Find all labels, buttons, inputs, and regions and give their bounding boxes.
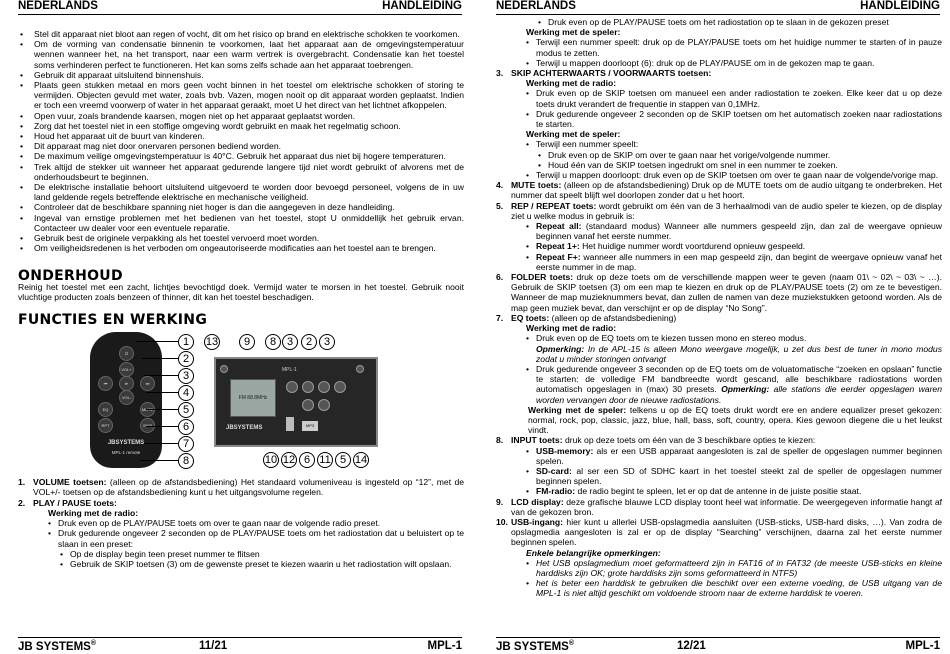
item-6: 6. FOLDER toets: druk op deze toets om de verschillende mappen weer te geven (naam 01\ ~ 02\ ~ 03\ ~ …). Gebruik de SKIP toetsen (3) om een map te kiezen en druk op de PLAY/PAUSE toets (2) om ze te bevestigen. Wanneer de map muzieknummers bevat, dan zullen de namen van deze muziekstukken getoond worden. Als de map geen muziek bevat, dan verschijnt er op de display “No Song”. (496, 272, 942, 313)
device-button (334, 381, 346, 393)
onderhoud-text: Reinig het toestel met een zacht, lichtjes bevochtigd doek. Vermijd water te morsen in het toestel. Gebruik nooit vluchtige producten zoals benzeen of thinner, dit kan het toestel beschadigen. (18, 281, 464, 302)
remote-button-prev: ⏮ (98, 376, 113, 391)
remote-button-next: ⏭ (140, 376, 155, 391)
footer-brand: JB SYSTEMS® (496, 640, 575, 653)
remote-brand: JBSYSTEMS (107, 440, 145, 447)
safety-bullet: • Plaats geen stukken metaal en mors geen vocht binnen in het toestel om elektrische schokken of storing te vermijden. Objecten gevuld met water, zoals bvb. Vazen, mogen nooit op dit apparaat worden geplaatst. Indien er toch een vreemd voorwerp of water in het apparaat geraakt, moet U het direct van het lichtnet afkoppelen. (18, 80, 464, 111)
item7-radio-bullet: • Druk gedurende ongeveer 3 seconden op de EQ toets om de voluatomatische “zoeken en opslaan” functie te starten: de volledige FM bandbreedte wordt gescand, alle beschikbare radiostations worden automatisch opgeslagen in (max) 30 presets. Opmerking: alle stations die eerder opgeslagen waren worden vervangen door de nieuwe radiostations. (526, 364, 942, 405)
item3-speler-bullets2 (496, 170, 942, 180)
footer-rule (18, 637, 462, 638)
item3-radio-bullet: • Druk even op de SKIP toetsen om manueel een ander radiostation te zoeken. Elke keer dat u op deze toets drukt verandert de frequentie in stappen van 0,1MHz. (526, 88, 942, 108)
callout-13: 13 (205, 336, 219, 349)
input-sd: • SD-card: al ser een SD of SDHC kaart in het toestel steekt zal de speller de opgeslagen nummer beginnen spelen. (526, 466, 942, 486)
items-9-10 (496, 497, 942, 548)
callout-8: 8 (265, 334, 281, 350)
device-lcd: FM 88.8MHz (230, 379, 276, 417)
remote-button-rpt: RPT (98, 418, 113, 433)
device-brand: JBSYSTEMS (226, 425, 263, 432)
page-footer (18, 640, 462, 653)
safety-bullet: • Stel dit apparaat niet bloot aan regen of vocht, dit om het risico op brand en elektrische schokken te voorkomen. (18, 29, 464, 39)
item-5: 5. REP / REPEAT toets: wordt gebruikt om één van de 3 herhaalmodi van de audio speler te kiezen, op de display ziet u welke modus in gebruik is: (496, 200, 942, 221)
item-10: 10. USB-ingang: hier kunt u allerlei USB-opslagmedia aansluiten (USB-sticks, USB-hard disks, …). Van zodra de opslagmedia aangesloten is zal er op de display “Searching” verschijnen, daarna zal het eerste nummer beginnen spelen. (496, 516, 942, 548)
safety-bullet: • Om veiligheidsredenen is het verboden om ongeautoriseerde modificaties aan het toestel aan te brengen. (18, 243, 464, 253)
safety-list (18, 29, 464, 253)
left-page (0, 0, 472, 654)
radio-bullets (18, 518, 464, 549)
safety-bullet: • Houd het apparaat uit de buurt van kinderen. (18, 131, 464, 141)
remote-button-power: ⏻ (119, 346, 134, 361)
callout-1: 1 (178, 334, 194, 350)
cont-sub-bullet: • Druk even op de PLAY/PAUSE toets om het radiostation op te slaan in de gekozen preset (538, 17, 942, 27)
remote-button-skip: SKIP (140, 418, 155, 433)
leader-line (144, 443, 178, 444)
callout-6: 6 (178, 419, 194, 435)
safety-bullet: • Controleer dat de beschikbare spanning niet hoger is dan die aangegeven in deze handleiding. (18, 202, 464, 212)
right-page (478, 0, 950, 654)
product-figure (18, 331, 464, 471)
speler-heading: Werking met de speler: (526, 27, 621, 38)
repeat-f: • Repeat F+: wanneer alle nummers in een map gespeeld zijn, dan begint de weergave opnieuw vanaf het eerste nummer in de map. (526, 252, 942, 272)
callout-12: 12 (282, 454, 296, 467)
remote-button-vol-plus: VOL+ (119, 362, 134, 377)
speler-bullet: • Terwijl u mappen doorloopt (6): druk op de PLAY/PAUSE om in de gekozen map te gaan. (526, 58, 942, 68)
left-body (18, 29, 464, 569)
safety-bullet: • Gebruik dit apparaat uitsluitend binnenshuis. (18, 70, 464, 80)
callout-4: 4 (178, 385, 194, 401)
remote-button-mute: MUTE (140, 402, 155, 417)
item10-heading: Enkele belangrijke opmerkingen: (526, 547, 661, 558)
remote-button-play: ⏯ (119, 376, 134, 391)
device-button (286, 381, 298, 393)
device-screw (356, 365, 364, 373)
footer-page-number: 11/21 (199, 640, 228, 652)
device-screw (220, 365, 228, 373)
callout-14: 14 (354, 454, 368, 467)
item-1: 1. VOLUME toetsen: (alleen op de afstandsbediening) Het standaard volumeniveau is ingesteld op “12”, met de VOL+/- toetsen op de afstandsbediening kunt u het uitgangsvolume regelen. (18, 477, 465, 498)
device-sd-slot: MP3 (302, 421, 318, 431)
item10-bullet: • Het USB opslagmedium moet geformatteerd zijn in FAT16 of in FAT32 (de meeste USB-sticks en kleine harddisks zijn OK; grote harddisks zijn soms geformatteerd in NTFS) (526, 558, 942, 578)
item7-radio-bullets (496, 333, 942, 343)
header-doc-title: HANDLEIDING (382, 0, 462, 12)
safety-bullet: • Om de vorming van condensatie binnenin te voorkomen, laat het apparaat aan de omgevingstemperatuur wennen wanneer het, na het transport, naar een warm vertrek is overgebracht. Condensatie kan het toestel soms verhinderen perfect te functioneren. Het kan soms zelfs schade aan het apparaat toebrengen. (18, 39, 464, 70)
leader-line (144, 375, 178, 376)
item3-speler-bullet: • Terwijl een nummer speelt: (526, 139, 942, 149)
item-9: 9. LCD display: deze grafische blauwe LCD display toont heel wat informatie. De weergegeven informatie hangt af van de gekozen bron. (496, 496, 943, 517)
callout-2: 2 (178, 351, 194, 367)
item-4: 4. MUTE toets: (alleen op de afstandsbediening) Druk op de MUTE toets om de audio uitgang te onderbreken. Het nummer dat speelt blijft wel doorlopen zonder dat u het hoort. (496, 180, 942, 201)
item-2: 2. PLAY / PAUSE toets: (18, 497, 117, 508)
radio-heading: Werking met de radio: (48, 507, 139, 518)
item3-radio-bullet: • Druk gedurende ongeveer 2 seconden op de SKIP toetsen om het automatisch zoeken naar radiostations te starten. (526, 109, 942, 129)
device-button (318, 381, 330, 393)
items-6-7 (496, 272, 942, 323)
callout-5: 5 (178, 402, 194, 418)
callout-8: 8 (178, 453, 194, 469)
remote-button-vol-minus: VOL- (119, 390, 134, 405)
callout-9: 9 (239, 334, 255, 350)
page-footer (496, 640, 940, 653)
item7-radio-bullet: • Druk even op de EQ toets om te kiezen tussen mono en stereo modus. (526, 333, 942, 343)
item3-radio-heading: Werking met de radio: (526, 78, 617, 89)
callout-2: 2 (301, 334, 317, 350)
item5-bullets (496, 221, 942, 272)
item-8: 8. INPUT toets: druk op deze toets om één van de 3 beschikbare opties te kiezen: (496, 435, 816, 446)
remote-model: MPL-1 remote (111, 450, 141, 456)
item10-bullet: • het is beter een harddisk te gebruiken die beschikt over een externe voeding, de USB uitgang van de MPL-1 is niet altijd geschikt om voldoende stroom naar de externe harddisk te voeren. (526, 578, 942, 598)
item3-speler-sub-bullet: • Houd één van de SKIP toetsen ingedrukt om snel in een nummer te zoeken. (538, 160, 942, 170)
callout-6: 6 (299, 452, 315, 468)
device-usb-port (286, 417, 294, 431)
footer-model: MPL-1 (427, 640, 462, 652)
radio-sub-bullets (18, 549, 464, 569)
callout-3: 3 (282, 334, 298, 350)
callout-3: 3 (319, 334, 335, 350)
safety-bullet: • Gebruik best de originele verpakking als het toestel vervoerd moet worden. (18, 233, 464, 243)
footer-page-number: 12/21 (677, 640, 706, 652)
header-rule (18, 14, 462, 15)
item7-note: Opmerking: In de APL-15 is alleen Mono weergave mogelijk, u zet dus best de tuner in mono modus zodat u minder storingen ontvangt (536, 343, 942, 364)
repeat-all: • Repeat all: (standaard modus) Wanneer alle nummers gespeeld zijn, dan zal de weergave opnieuw beginnen vanaf het eerste nummer. (526, 221, 942, 241)
radio-sub-bullet: • Op de display begin teen preset nummer te flitsen (60, 549, 464, 559)
repeat-1: • Repeat 1+: Het huidige nummer wordt voortdurend opnieuw gespeeld. (526, 241, 942, 251)
footer-rule (496, 637, 940, 638)
item7-speler: Werking met de speler: telkens u op de EQ toets drukt wordt ere en andere equalizer preset gekozen: normal, rock, pop, classic, jazz, blue, hall, bass, soft, country, opera. Kies gewoon diegene die u het leukst vindt. (528, 404, 942, 436)
header-language: NEDERLANDS (18, 0, 98, 12)
leader-line (136, 341, 178, 342)
leader-line (146, 409, 178, 410)
item8-bullets (496, 446, 942, 497)
cont-sub-bullets (496, 17, 942, 27)
device-model: MPL-1 (282, 367, 297, 374)
radio-bullet: • Druk even op de PLAY/PAUSE toets om over te gaan naar de volgende radio preset. (48, 518, 464, 528)
header-rule (496, 14, 940, 15)
remote-control-image (90, 332, 162, 468)
remote-button-eq: EQ (98, 402, 113, 417)
radio-sub-bullet: • Gebruik de SKIP toetsen (3) om de gewenste preset te kiezen waarin u het radiostation wilt opslaan. (60, 559, 464, 569)
input-usb: • USB-memory: als er een USB apparaat aangesloten is zal de speller de opgeslagen nummer beginnen spelen. (526, 446, 942, 466)
safety-bullet: • De elektrische installatie behoort uitsluitend uitgevoerd te worden door bevoegd personeel, volgens de in uw land geldende regels betreffende elektrische en mechanische veiligheid. (18, 182, 464, 202)
leader-line (146, 426, 178, 427)
callout-7: 7 (178, 436, 194, 452)
items-list-left (18, 477, 464, 508)
items-4-6 (496, 180, 942, 221)
item-7: 7. EQ toets: (alleen op de afstandsbediening) (496, 312, 677, 323)
device-button (302, 381, 314, 393)
leader-line (140, 460, 178, 461)
page-header (496, 0, 940, 13)
player-device-image (214, 357, 378, 447)
safety-bullet: • Open vuur, zoals brandende kaarsen, mogen niet op het apparaat geplaatst worden. (18, 111, 464, 121)
leader-line (146, 392, 178, 393)
device-button (302, 399, 314, 411)
right-body (496, 17, 942, 599)
page-header (18, 0, 462, 13)
item3-speler-heading: Werking met de speler: (526, 129, 621, 140)
safety-bullet: • Dit apparaat mag niet door onervaren personen bediend worden. (18, 141, 464, 151)
item3-radio-bullets (496, 88, 942, 129)
item10-bullets (496, 558, 942, 599)
onderhoud-title: ONDERHOUD (18, 268, 123, 285)
footer-brand: JB SYSTEMS® (18, 640, 97, 653)
callout-11: 11 (317, 452, 333, 468)
safety-bullet: • De maximum veilige omgevingstemperatuur is 40°C. Gebruik het apparaat dus niet bij hogere temperaturen. (18, 151, 464, 161)
callout-5: 5 (335, 452, 351, 468)
item-3: 3. SKIP ACHTERWAARTS / VOORWAARTS toetsen: (496, 68, 712, 79)
input-fm: • FM-radio: de radio begint te spleen, let er op dat de antenne in de juiste positie staat. (526, 486, 942, 496)
leader-line (142, 358, 178, 359)
item7-radio-bullets-2 (496, 364, 942, 405)
safety-bullet: • Zorg dat het toestel niet in een stoffige omgeving wordt gebruikt en maak het regelmatig schoon. (18, 121, 464, 131)
header-doc-title: HANDLEIDING (860, 0, 940, 12)
item3-speler-sub-bullet: • Druk even op de SKIP om over te gaan naar het vorige/volgende nummer. (538, 150, 942, 160)
item3-speler-sub (496, 150, 942, 170)
safety-bullet: • Ingeval van ernstige problemen met het bedienen van het toestel, stopt U onmiddellijk het gebruik ervan. Contacteer uw dealer voor een eventuele reparatie. (18, 213, 464, 233)
item3-speler-bullets (496, 139, 942, 149)
speler-bullet: • Terwijl een nummer speelt: druk op de PLAY/PAUSE toets om het huidige nummer te starten of in pauze modus te zetten. (526, 37, 942, 57)
item7-radio-heading: Werking met de radio: (526, 323, 617, 334)
device-button (318, 399, 330, 411)
safety-bullet: • Trek altijd de stekker uit wanneer het apparaat gedurende langere tijd niet wordt gebruikt of alvorens met de onderhoudsbeurt te beginnen. (18, 162, 464, 182)
speler-bullets (496, 37, 942, 68)
footer-model: MPL-1 (905, 640, 940, 652)
item3-speler-bullet: • Terwijl u mappen doorloopt: druk even op de SKIP toetsen om over te gaan naar de volgende/vorige map. (526, 170, 942, 180)
callout-3: 3 (178, 368, 194, 384)
header-language: NEDERLANDS (496, 0, 576, 12)
functies-title: FUNCTIES EN WERKING (18, 312, 208, 329)
radio-bullet: • Druk gedurende ongeveer 2 seconden op de PLAY/PAUSE toets om het radiostation dat u beluistert op te slaan in een preset: (48, 528, 464, 548)
callout-10: 10 (264, 454, 278, 467)
